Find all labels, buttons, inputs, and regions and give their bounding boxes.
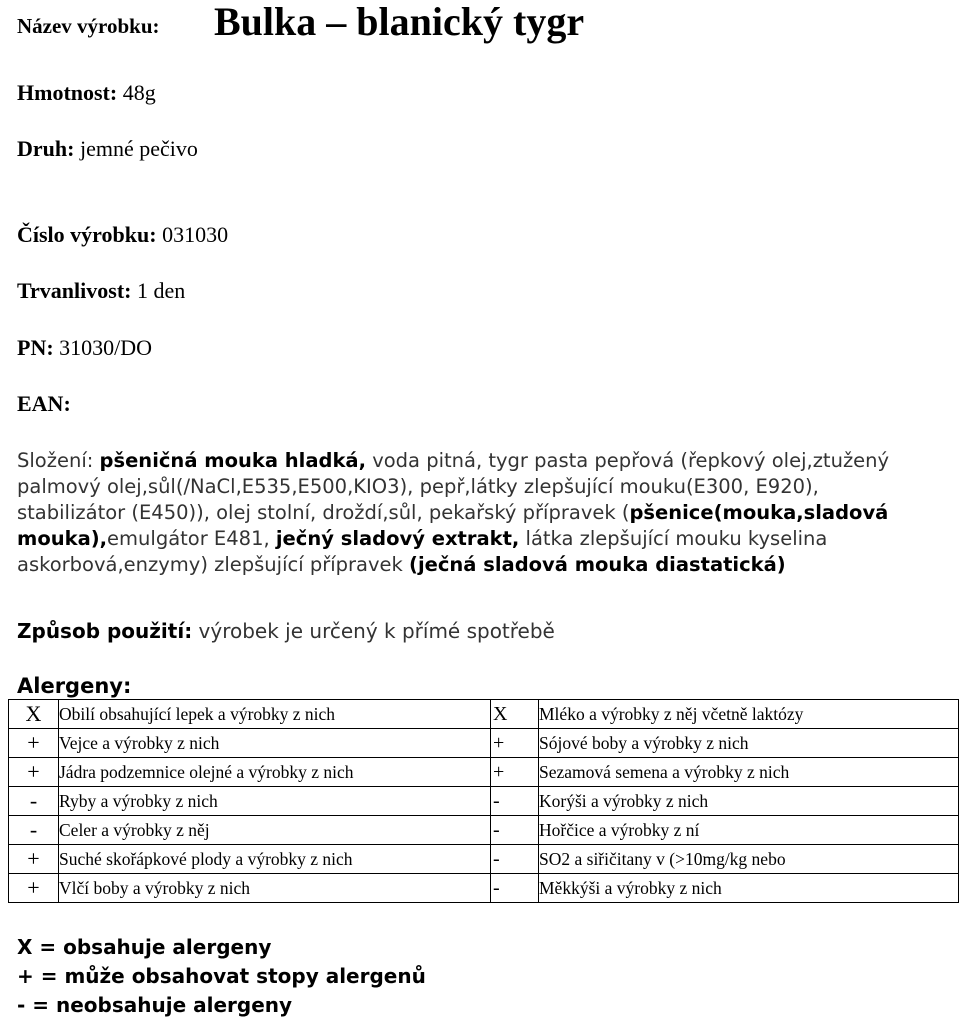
table-row	[9, 700, 959, 729]
usage-line	[17, 619, 555, 643]
allergen-mark: +	[9, 758, 59, 787]
composition-line-3	[17, 500, 888, 526]
composition-bold-3: pšenice(mouka,sladová	[629, 501, 889, 524]
allergen-mark: +	[491, 729, 539, 758]
allergen-name: Korýši a výrobky z nich	[539, 787, 959, 816]
allergen-name: Měkkýši a výrobky z nich	[539, 874, 959, 903]
composition-bold-5: (ječná sladová mouka diastatická)	[409, 553, 786, 576]
weight-field	[17, 80, 156, 106]
allergen-name: SO2 a siřičitany v (>10mg/kg nebo	[539, 845, 959, 874]
composition-line-1	[17, 448, 889, 474]
allergen-table	[8, 699, 959, 903]
allergen-mark: -	[491, 845, 539, 874]
table-row	[9, 758, 959, 787]
composition-line-2: palmový olej,sůl(/NaCl,E535,E500,KIO3), pepř,látky zlepšující mouku(E300, E920),	[17, 475, 819, 498]
allergen-name: Hořčice a výrobky z ní	[539, 816, 959, 845]
type-field	[17, 136, 198, 162]
composition-text-4a: emulgátor E481,	[107, 527, 276, 550]
allergen-mark: -	[491, 816, 539, 845]
composition-bold-4b: ječný sladový extrakt,	[275, 527, 520, 550]
table-row	[9, 874, 959, 903]
product-name-label: Název výrobku:	[17, 14, 160, 38]
shelf-life-value: 1 den	[136, 278, 186, 303]
allergen-mark: -	[9, 787, 59, 816]
allergens-title	[17, 674, 131, 698]
type-label: Druh:	[17, 136, 75, 161]
number-label: Číslo výrobku:	[17, 222, 157, 247]
allergen-name: Suché skořápkové plody a výrobky z nich	[59, 845, 491, 874]
allergen-name: Sójové boby a výrobky z nich	[539, 729, 959, 758]
allergen-mark: X	[9, 700, 59, 729]
allergen-name: Celer a výrobky z něj	[59, 816, 491, 845]
table-row	[9, 845, 959, 874]
table-row	[9, 787, 959, 816]
composition-text-5: askorbová,enzymy) zlepšující přípravek	[17, 553, 410, 576]
allergen-mark: +	[9, 845, 59, 874]
composition-line-5	[17, 552, 786, 578]
allergen-name: Sezamová semena a výrobky z nich	[539, 758, 959, 787]
shelf-life-label: Trvanlivost:	[17, 278, 132, 303]
usage-value: výrobek je určený k přímé spotřebě	[192, 619, 555, 643]
allergen-mark: X	[491, 700, 539, 729]
allergen-mark: +	[9, 729, 59, 758]
type-value: jemné pečivo	[79, 136, 198, 161]
pn-field	[17, 335, 152, 361]
ean-field	[17, 391, 71, 417]
composition-bold-1: pšeničná mouka hladká,	[99, 449, 366, 472]
composition-label: Složení:	[17, 449, 94, 472]
allergen-name: Vejce a výrobky z nich	[59, 729, 491, 758]
weight-label: Hmotnost:	[17, 80, 118, 105]
pn-value: 31030/DO	[59, 335, 153, 360]
allergen-name: Jádra podzemnice olejné a výrobky z nich	[59, 758, 491, 787]
composition-text-1: voda pitná, tygr pasta pepřová (řepkový olej,ztužený	[366, 449, 890, 472]
allergen-mark: -	[491, 874, 539, 903]
legend-may-contain: + = může obsahovat stopy alergenů	[17, 964, 426, 988]
allergen-mark: +	[9, 874, 59, 903]
pn-label: PN:	[17, 335, 54, 360]
composition-text-4b: látka zlepšující mouku kyselina	[519, 527, 828, 550]
composition-line-4	[17, 526, 827, 552]
allergen-mark: -	[9, 816, 59, 845]
shelf-life-field	[17, 278, 185, 304]
composition-bold-4a: mouka),	[17, 527, 108, 550]
number-field	[17, 222, 228, 248]
ean-label: EAN:	[17, 391, 71, 416]
allergen-mark: +	[491, 758, 539, 787]
table-row	[9, 729, 959, 758]
allergen-name: Obilí obsahující lepek a výrobky z nich	[59, 700, 491, 729]
legend-contains: X = obsahuje alergeny	[17, 935, 272, 959]
table-row	[9, 816, 959, 845]
product-name: Bulka – blanický tygr	[214, 0, 585, 44]
number-value: 031030	[162, 222, 229, 247]
allergen-name: Mléko a výrobky z něj včetně laktózy	[539, 700, 959, 729]
composition-text-3: stabilizátor (E450)), olej stolní, droždí,sůl, pekařský přípravek (	[17, 501, 630, 524]
allergens-title-text: Alergeny:	[17, 674, 132, 698]
legend-not-contain: - = neobsahuje alergeny	[17, 993, 293, 1017]
usage-label: Způsob použití:	[17, 619, 193, 643]
allergen-mark: -	[491, 787, 539, 816]
weight-value: 48g	[122, 80, 156, 105]
allergen-name: Vlčí boby a výrobky z nich	[59, 874, 491, 903]
allergen-name: Ryby a výrobky z nich	[59, 787, 491, 816]
